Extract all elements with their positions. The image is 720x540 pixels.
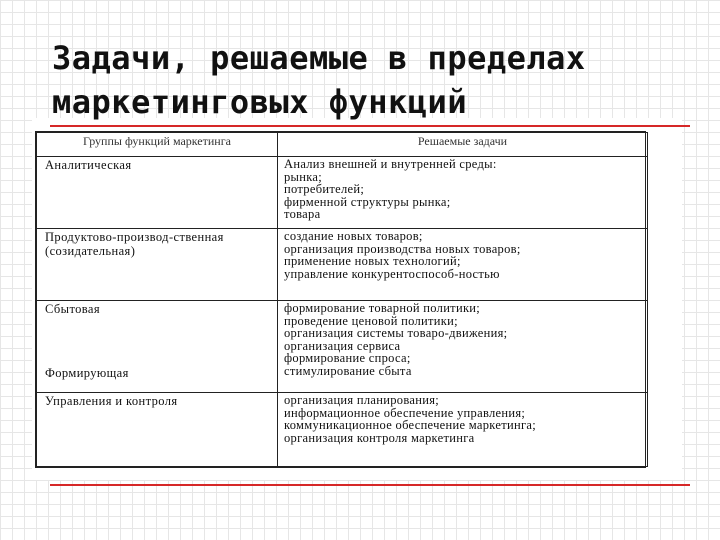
tasks-cell	[278, 229, 648, 301]
function-name: Продуктово-производ-ственная (созидательная)	[45, 230, 224, 258]
task-item: применение новых технологий;	[284, 254, 461, 269]
task-item: рынка;	[284, 169, 323, 184]
function-name: Аналитическая	[45, 158, 132, 172]
function-name: Формирующая	[45, 366, 129, 380]
tasks-cell	[278, 157, 648, 229]
task-item: организация системы товаро-движения;	[284, 326, 508, 341]
function-name: Управления и контроля	[45, 394, 178, 408]
header-functions: Группы функций маркетинга	[37, 133, 278, 157]
task-item: потребителей;	[284, 182, 365, 197]
task-item: коммуникационное обеспечение маркетинга;	[284, 418, 537, 433]
task-item: формирование спроса;	[284, 351, 411, 366]
function-cell	[37, 301, 278, 393]
functions-table	[35, 131, 646, 468]
title-line-1: Задачи, решаемые в пределах	[52, 39, 586, 77]
task-item: создание новых товаров;	[284, 229, 423, 243]
function-cell	[37, 229, 278, 301]
function-name: Сбытовая	[45, 302, 101, 316]
task-item: информационное обеспечение управления;	[284, 405, 526, 420]
task-item: организация сервиса	[284, 338, 401, 353]
task-item: проведение ценовой политики;	[284, 313, 458, 328]
title-line-2: маркетинговых функций	[52, 83, 468, 121]
task-item: организация планирования;	[284, 393, 440, 407]
task-item: организация контроля маркетинга	[284, 430, 475, 445]
red-divider-bottom	[50, 484, 690, 486]
task-item: организация производства новых товаров;	[284, 241, 521, 256]
function-cell	[37, 157, 278, 229]
task-item: стимулирование сбыта	[284, 363, 412, 378]
task-item: фирменной структуры рынка;	[284, 194, 451, 209]
red-divider-top	[50, 125, 690, 127]
table-row	[37, 301, 648, 393]
task-item: управление конкурентоспособ-ностью	[284, 266, 500, 281]
table-row	[37, 393, 648, 467]
task-item: формирование товарной политики;	[284, 301, 481, 315]
table-row	[37, 229, 648, 301]
tasks-cell	[278, 393, 648, 467]
table-header-row	[37, 133, 648, 157]
task-item: Анализ внешней и внутренней среды:	[284, 157, 497, 171]
header-tasks: Решаемые задачи	[278, 133, 648, 157]
slide-title	[52, 36, 692, 124]
task-item: товара	[284, 207, 321, 222]
table-row	[37, 157, 648, 229]
function-cell	[37, 393, 278, 467]
tasks-cell	[278, 301, 648, 393]
